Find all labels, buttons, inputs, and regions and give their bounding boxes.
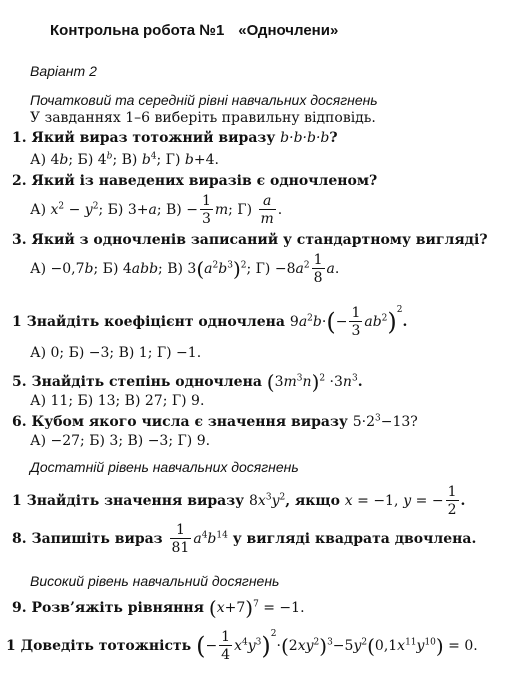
q2-text: Який із наведених виразів є одночленом? — [31, 173, 378, 189]
q7-text: Знайдіть значення виразу — [26, 493, 245, 509]
section-high-title: Високий рівень навчальний досягнень — [30, 573, 280, 589]
question-4: 1 Знайдіть коефіцієнт одночлена $9a^2b\cdot(-$ $\frac{1}{3}$ $ab^2)^2$. — [12, 305, 408, 339]
q1-expr: b·b·b·b — [280, 130, 330, 146]
title-main: Контрольна робота №1 — [50, 22, 225, 39]
q4-options: А) 0; Б) −3; В) 1; Г) −1. — [30, 345, 202, 361]
q3-fraction: $\frac{1}{8}$ — [313, 252, 323, 286]
question-5: 5. Знайдіть степінь одночлена $(3m^3n)^2 \cdot 3n^3$. — [12, 370, 363, 394]
title-topic: «Одночлени» — [238, 22, 339, 39]
instruction: У завданнях 1–6 виберіть правильну відповідь. — [30, 110, 376, 126]
question-1 — [12, 130, 338, 146]
question-9: 9. Розв’яжіть рівняння $(x+7)^7 = -1$. — [12, 596, 305, 620]
section-basic-title: Початковий та середній рівні навчальних досягнень — [30, 92, 378, 108]
q1-end: ? — [329, 130, 338, 146]
q8-fraction: $\frac{1}{81}$ — [171, 522, 190, 556]
q1-options: А) 4b; Б) 4$^b$; В) $b^4$; Г) b+4. — [30, 151, 219, 168]
q4-fraction: $\frac{1}{3}$ — [351, 305, 361, 339]
page-title — [50, 22, 338, 39]
question-8: 8. Запишіть вираз $\frac{1}{81}$ $a^4b^{14}$ у вигляді квадрата двочлена. — [12, 522, 477, 556]
q10-fraction: $\frac{1}{4}$ — [221, 629, 231, 663]
question-7: 1 Знайдіть значення виразу $8x^3y^2$, якщо x = −1, y = − $\frac{1}{2}$ . — [12, 484, 466, 518]
q9-text: Розв’яжіть рівняння — [31, 600, 205, 616]
q5-text: Знайдіть степінь одночлена — [31, 374, 262, 390]
q6-text: Кубом якого числа є значення виразу — [31, 414, 348, 430]
q2-fraction-c: $\frac{1}{3}$ — [201, 193, 211, 227]
q1-number: 1. — [12, 130, 27, 146]
q2-fraction-d: $\frac{a}{m}$ — [260, 193, 274, 227]
q4-text: Знайдіть коефіцієнт одночлена — [26, 314, 286, 330]
q8-text: Запишіть вираз — [31, 531, 163, 547]
q5-options: А) 11; Б) 13; В) 27; Г) 9. — [30, 393, 205, 409]
question-6: 6. Кубом якого числа є значення виразу $5\cdot 2^3-13$? — [12, 413, 418, 430]
q3-text: Який з одночленів записаний у стандартному вигляді? — [31, 232, 488, 248]
question-2: 2. Який із наведених виразів є одночленом? — [12, 173, 378, 189]
q1-text: Який вираз тотожний виразу — [31, 130, 276, 146]
q3-options: А) −0,7b; Б) 4abb; В) $3(a^2b^3)^2$; $Г) -8a^2$ $\frac{1}{8}$ a. — [30, 252, 340, 286]
q6-options: А) −27; Б) 3; В) −3; Г) 9. — [30, 433, 211, 449]
variant-label: Варіант 2 — [30, 63, 97, 79]
section-sufficient-title: Достатній рівень навчальних досягнень — [30, 459, 299, 475]
q10-text: Доведіть тотожність — [20, 638, 192, 654]
q7-fraction: $\frac{1}{2}$ — [447, 484, 457, 518]
question-3: 3. Який з одночленів записаний у стандартному вигляді? — [12, 232, 488, 248]
q2-options: А) $x^2 - y^2$; Б) 3+a; В) − $\frac{1}{3}$ m; Г) $\frac{a}{m}$ . — [30, 193, 283, 227]
question-10: 1 Доведіть тотожність (− $\frac{1}{4}$ $x^4y^3)^2\cdot(2xy^2)^3-5y^2(0,1x^{11}y^{10}) = 0$. — [6, 629, 478, 663]
